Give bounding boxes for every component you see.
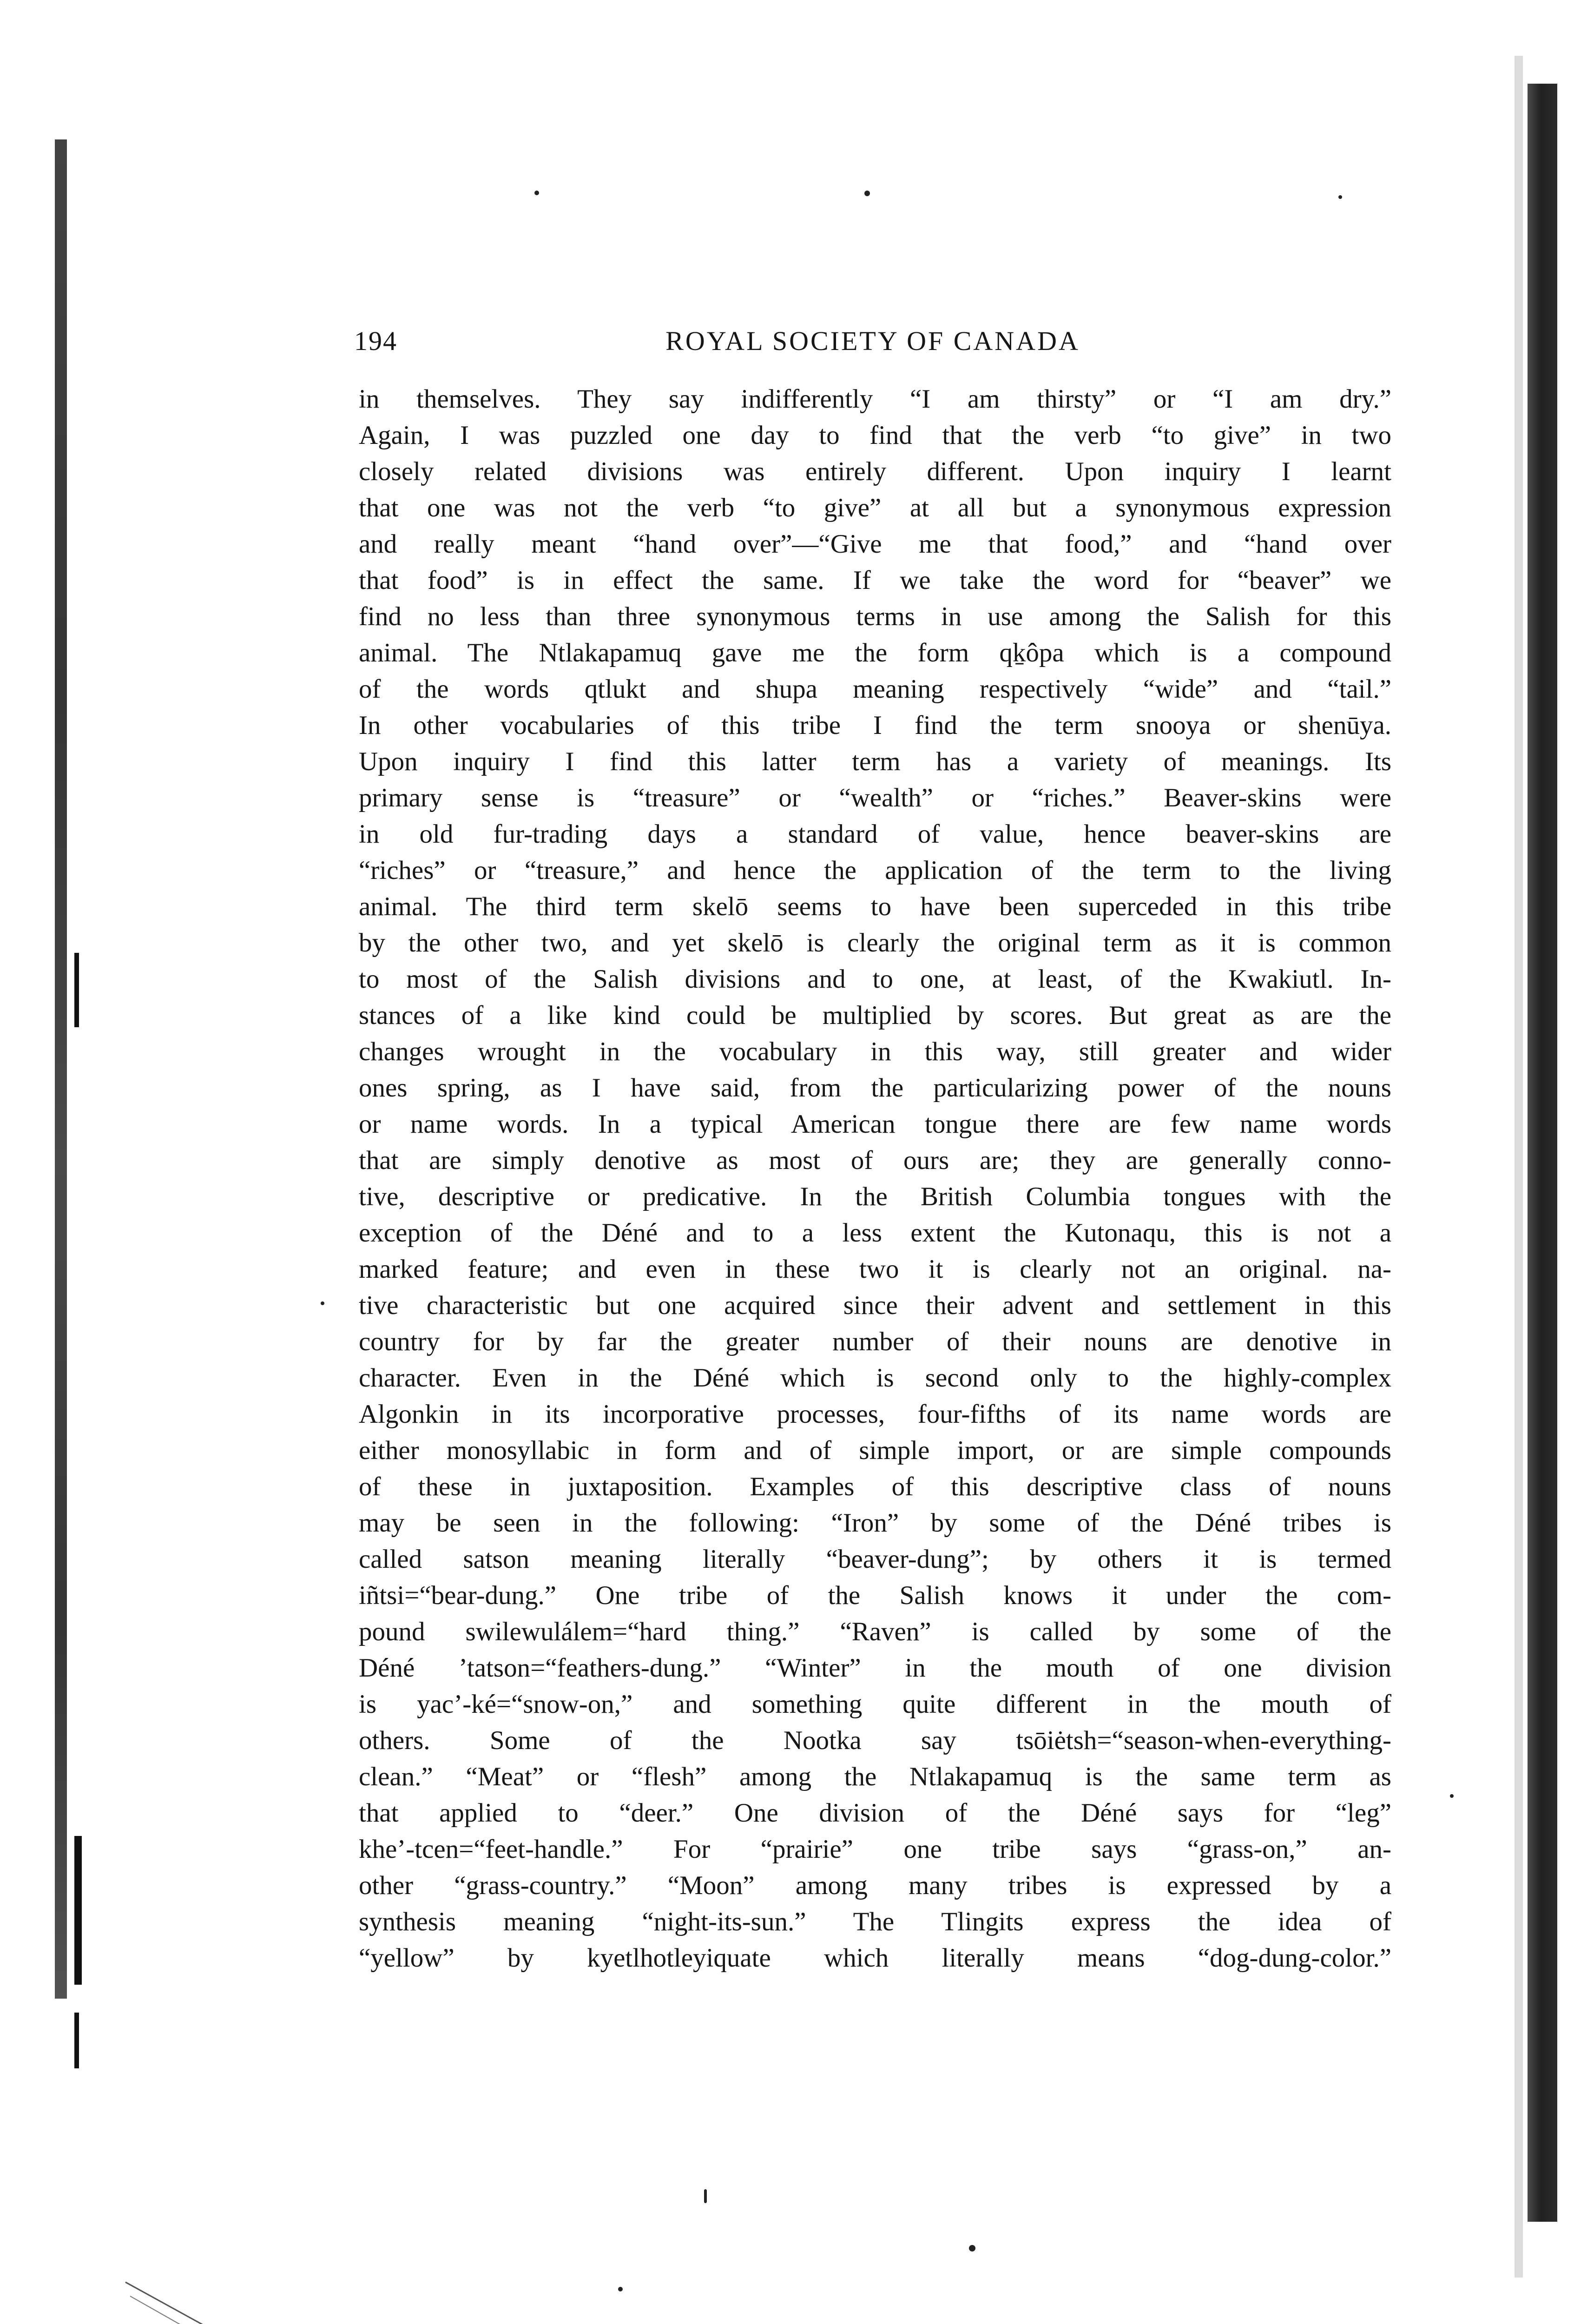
text-line: animal. The Ntlakapamuq gave me the form qḵôpa which is a compound bbox=[359, 638, 1391, 667]
text-line: tive characteristic but one acquired since their advent and settlement in this bbox=[359, 1291, 1391, 1320]
scan-artifact-lines bbox=[112, 2278, 530, 2324]
text-line: is yac’-ké=“snow-on,” and something quite different in the mouth of bbox=[359, 1690, 1391, 1719]
text-line: called satson meaning literally “beaver-dung”; by others it is termed bbox=[359, 1545, 1391, 1574]
text-line: synthesis meaning “night-its-sun.” The Tlingits express the idea of bbox=[359, 1907, 1391, 1936]
text-line: marked feature; and even in these two it is clearly not an original. na- bbox=[359, 1254, 1391, 1284]
text-line: others. Some of the Nootka say tsōiėtsh=“season-when-everything- bbox=[359, 1726, 1391, 1755]
text-line: of these in juxtaposition. Examples of this descriptive class of nouns bbox=[359, 1472, 1391, 1501]
dust-speck bbox=[618, 2287, 623, 2291]
text-line: “riches” or “treasure,” and hence the application of the term to the living bbox=[359, 856, 1391, 885]
text-line: clean.” “Meat” or “flesh” among the Ntlakapamuq is the same term as bbox=[359, 1762, 1391, 1791]
text-line: tive, descriptive or predicative. In the British Columbia tongues with the bbox=[359, 1182, 1391, 1211]
dust-speck bbox=[1338, 195, 1342, 199]
running-head: ROYAL SOCIETY OF CANADA bbox=[665, 326, 1080, 356]
text-line: country for by far the greater number of their nouns are denotive in bbox=[359, 1327, 1391, 1356]
dust-speck bbox=[321, 1301, 324, 1305]
scan-mark bbox=[74, 953, 79, 1027]
text-line: iñtsi=“bear-dung.” One tribe of the Salish knows it under the com- bbox=[359, 1581, 1391, 1610]
text-line: that applied to “deer.” One division of the Déné says for “leg” bbox=[359, 1798, 1391, 1828]
text-line: Upon inquiry I find this latter term has a variety of meanings. Its bbox=[359, 747, 1391, 776]
text-line: that are simply denotive as most of ours are; they are generally conno- bbox=[359, 1146, 1391, 1175]
scan-edge-right bbox=[1528, 84, 1557, 2222]
dust-speck bbox=[704, 2189, 707, 2203]
scan-mark bbox=[74, 1836, 82, 1985]
text-line: that one was not the verb “to give” at all but a synonymous expression bbox=[359, 493, 1391, 522]
text-line: in themselves. They say indifferently “I am thirsty” or “I am dry.” bbox=[359, 384, 1391, 414]
page-header bbox=[354, 325, 1391, 363]
text-line: to most of the Salish divisions and to one, at least, of the Kwakiutl. In- bbox=[359, 964, 1391, 994]
text-line: by the other two, and yet skelō is clearly the original term as it is common bbox=[359, 928, 1391, 957]
text-line: Algonkin in its incorporative processes, four-fifths of its name words are bbox=[359, 1400, 1391, 1429]
body-text bbox=[359, 381, 1391, 1976]
dust-speck bbox=[969, 2245, 975, 2251]
text-line: other “grass-country.” “Moon” among many tribes is expressed by a bbox=[359, 1871, 1391, 1900]
text-line: character. Even in the Déné which is second only to the highly-complex bbox=[359, 1363, 1391, 1393]
scan-mark bbox=[74, 2013, 79, 2068]
text-line: primary sense is “treasure” or “wealth” or “riches.” Beaver-skins were bbox=[359, 783, 1391, 812]
text-line: in old fur-trading days a standard of value, hence beaver-skins are bbox=[359, 819, 1391, 849]
text-line: Again, I was puzzled one day to find that the verb “to give” in two bbox=[359, 421, 1391, 450]
scan-edge-left bbox=[55, 139, 67, 1999]
text-line: pound swilewulálem=“hard thing.” “Raven” is called by some of the bbox=[359, 1617, 1391, 1646]
text-line: find no less than three synonymous terms in use among the Salish for this bbox=[359, 602, 1391, 631]
dust-speck bbox=[534, 191, 539, 195]
scan-shadow-right bbox=[1515, 56, 1523, 2278]
text-line: that food” is in effect the same. If we take the word for “beaver” we bbox=[359, 566, 1391, 595]
text-line: either monosyllabic in form and of simple import, or are simple compounds bbox=[359, 1436, 1391, 1465]
text-line: of the words qtlukt and shupa meaning respectively “wide” and “tail.” bbox=[359, 674, 1391, 704]
text-line: khe’-tcen=“feet-handle.” For “prairie” one tribe says “grass-on,” an- bbox=[359, 1835, 1391, 1864]
text-line: “yellow” by kyetlhotleyiquate which literally means “dog-dung-color.” bbox=[359, 1943, 1391, 1973]
text-line: and really meant “hand over”—“Give me that food,” and “hand over bbox=[359, 529, 1391, 559]
text-line: stances of a like kind could be multiplied by scores. But great as are the bbox=[359, 1001, 1391, 1030]
text-line: closely related divisions was entirely different. Upon inquiry I learnt bbox=[359, 457, 1391, 486]
text-line: exception of the Déné and to a less extent the Kutonaqu, this is not a bbox=[359, 1218, 1391, 1248]
text-line: In other vocabularies of this tribe I find the term snooya or shenūya. bbox=[359, 711, 1391, 740]
text-line: changes wrought in the vocabulary in this way, still greater and wider bbox=[359, 1037, 1391, 1066]
text-line: ones spring, as I have said, from the particularizing power of the nouns bbox=[359, 1073, 1391, 1103]
text-line: may be seen in the following: “Iron” by some of the Déné tribes is bbox=[359, 1508, 1391, 1538]
text-line: animal. The third term skelō seems to have been superceded in this tribe bbox=[359, 892, 1391, 921]
dust-speck bbox=[1450, 1794, 1454, 1798]
text-line: Déné ’tatson=“feathers-dung.” “Winter” in the mouth of one division bbox=[359, 1653, 1391, 1683]
text-line: or name words. In a typical American tongue there are few name words bbox=[359, 1109, 1391, 1139]
dust-speck bbox=[864, 191, 870, 196]
page-number: 194 bbox=[354, 326, 397, 356]
